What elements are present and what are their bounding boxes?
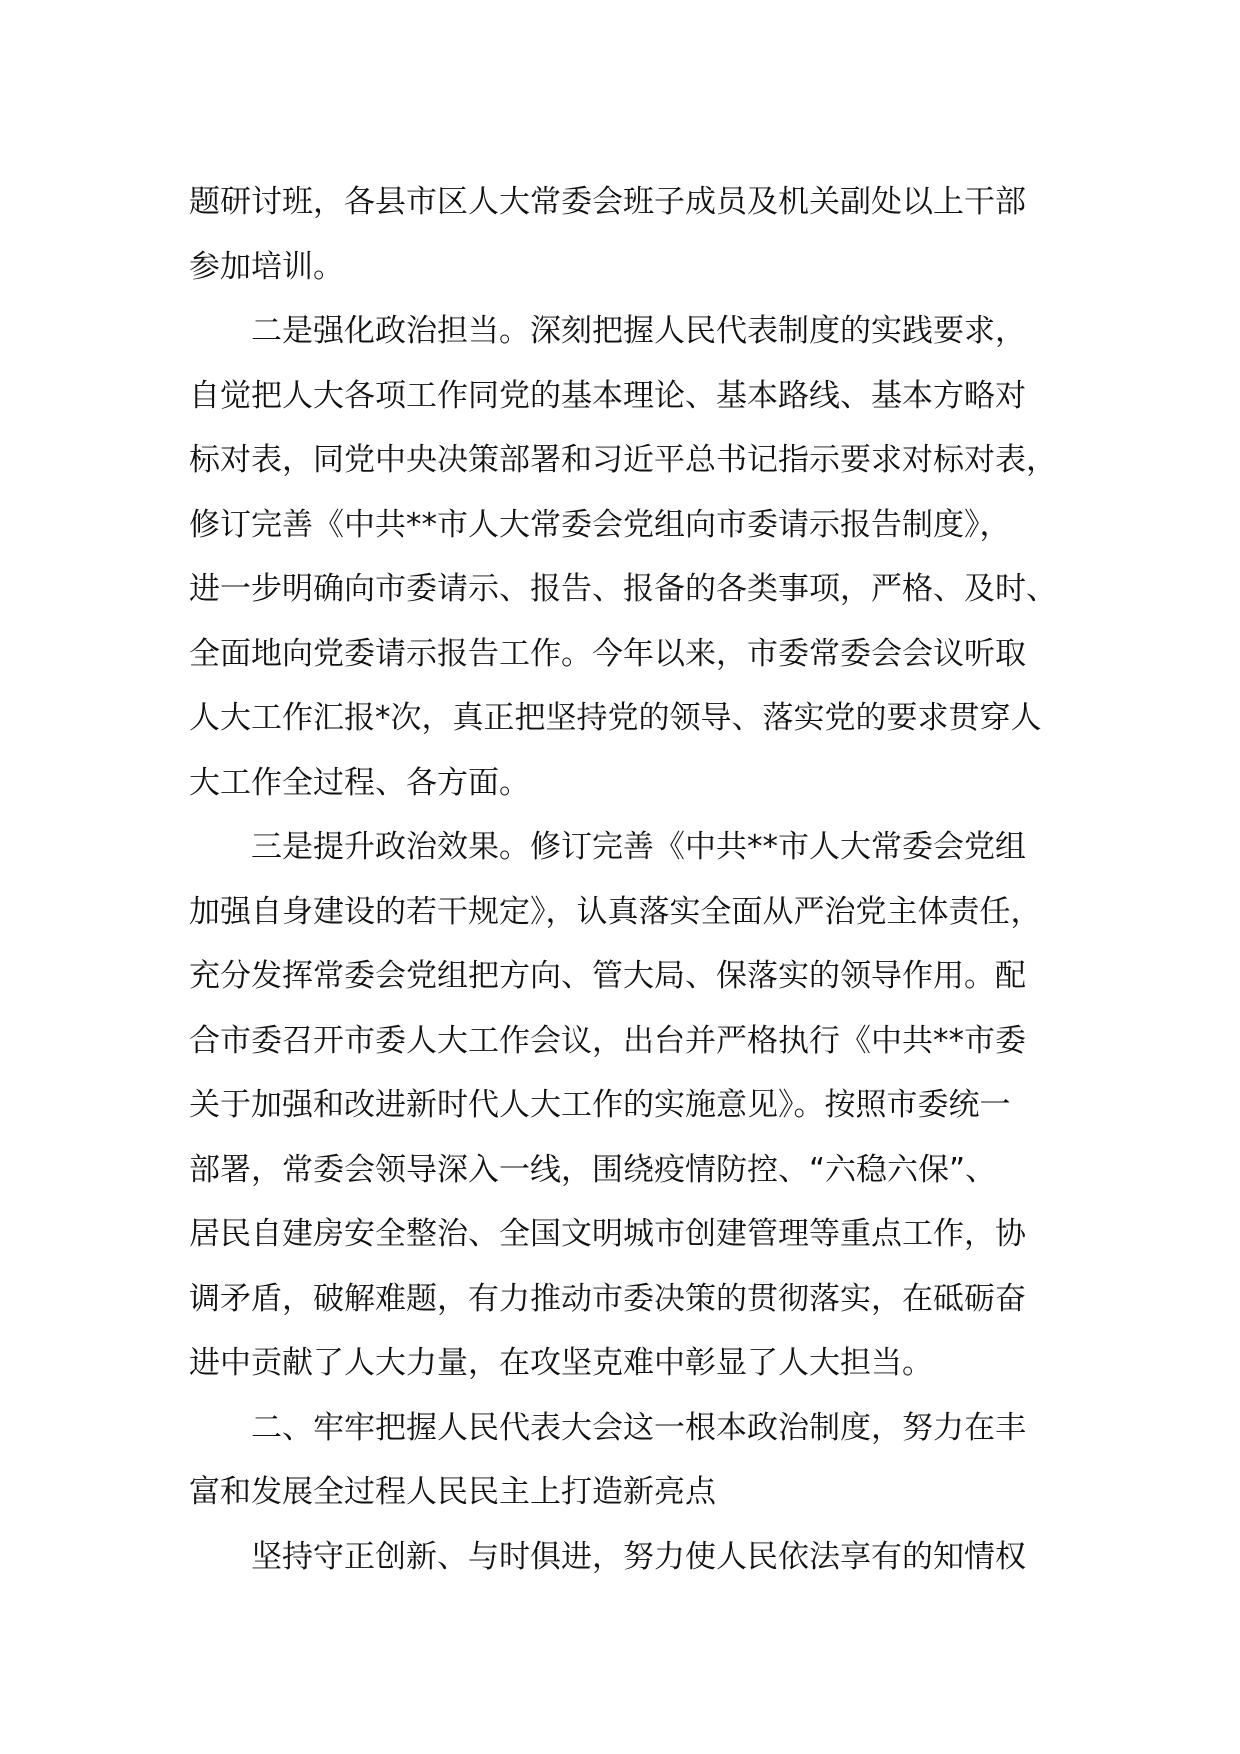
text-line: 全面地向党委请示报告工作。今年以来，市委常委会会议听取 — [189, 635, 1026, 672]
text-line: 居民自建房安全整治、全国文明城市创建管理等重点工作，协 — [189, 1216, 1026, 1252]
text-line: 进中贡献了人大力量，在攻坚克难中彰显了人大担当。 — [189, 1345, 933, 1381]
text-line: 自觉把人大各项工作同党的基本理论、基本路线、基本方略对 — [189, 377, 1026, 414]
section-heading-line: 富和发展全过程人民民主上打造新亮点 — [189, 1474, 716, 1510]
text-line: 合市委召开市委人大工作会议，出台并严格执行《中共**市委 — [189, 1022, 1026, 1059]
text-line: 关于加强和改进新时代人大工作的实施意见》。按照市委统一 — [189, 1087, 1011, 1123]
body-text — [189, 170, 1089, 1589]
text-line: 部署，常委会领导深入一线，围绕疫情防控、“六稳六保”、 — [189, 1151, 997, 1188]
section-heading-line: 二、牢牢把握人民代表大会这一根本政治制度，努力在丰 — [251, 1409, 1026, 1446]
text-line: 人大工作汇报*次，真正把坚持党的领导、落实党的要求贯穿人 — [189, 700, 1042, 736]
text-line: 参加培训。 — [189, 248, 344, 285]
text-line: 加强自身建设的若干规定》，认真落实全面从严治党主体责任， — [189, 893, 1042, 930]
text-line: 进一步明确向市委请示、报告、报备的各类事项，严格、及时、 — [189, 571, 1057, 607]
paragraph-start-line: 坚持守正创新、与时俱进，努力使人民依法享有的知情权 — [251, 1538, 1026, 1575]
paragraph-start-line: 三是提升政治效果。修订完善《中共**市人大常委会党组 — [251, 829, 1026, 865]
text-line: 题研讨班，各县市区人大常委会班子成员及机关副处以上干部 — [189, 184, 1026, 220]
text-line: 充分发挥常委会党组把方向、管大局、保落实的领导作用。配 — [189, 958, 1026, 994]
text-line: 大工作全过程、各方面。 — [189, 764, 530, 801]
text-line: 标对表，同党中央决策部署和习近平总书记指示要求对标对表， — [189, 442, 1057, 478]
text-line: 修订完善《中共**市人大常委会党组向市委请示报告制度》， — [189, 506, 1011, 543]
paragraph-start-line: 二是强化政治担当。深刻把握人民代表制度的实践要求， — [251, 313, 1026, 349]
text-line: 调矛盾，破解难题，有力推动市委决策的贯彻落实，在砥砺奋 — [189, 1280, 1026, 1317]
